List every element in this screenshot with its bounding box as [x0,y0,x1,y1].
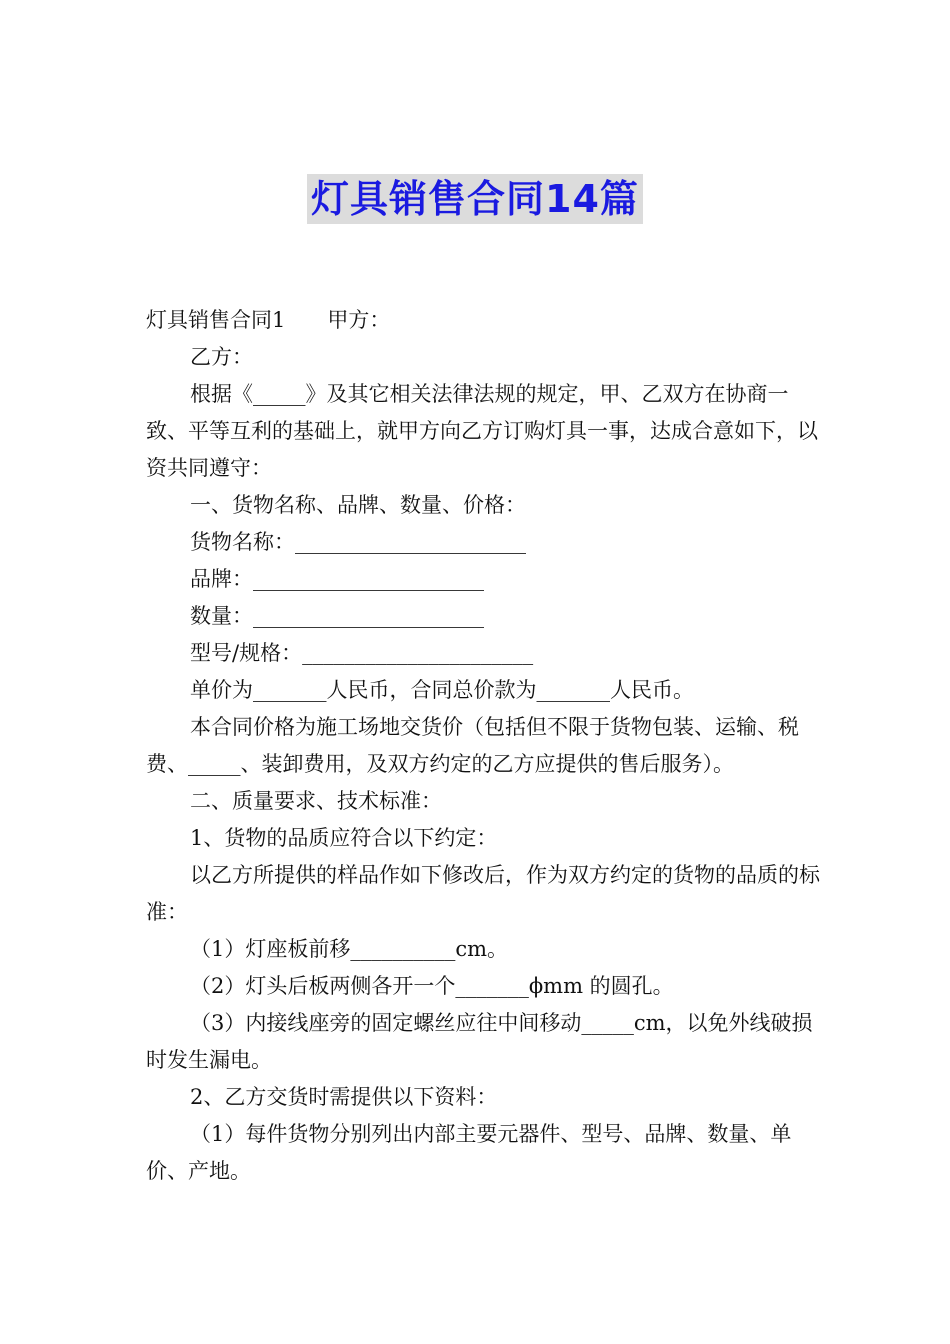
item-quality-1: 1、货物的品质应符合以下约定： [190,826,498,850]
paragraph-preamble: 根据《_____》及其它相关法律法规的规定，甲、乙双方在协商一致、平等互利的基础上，就甲方向乙方订购灯具一事，达成合意如下，以资共同遵守： [146,382,818,480]
item-modification-3: （3）内接线座旁的固定螺丝应往中间移动_____cm，以免外线破损时发生漏电。 [146,1011,813,1072]
item-modification-2: （2）灯头后板两侧各开一个_______ϕmm 的圆孔。 [190,974,674,998]
item-quality-2: 2、乙方交货时需提供以下资料： [190,1085,498,1109]
document-body [146,302,826,1190]
paragraph-party-b: 乙方： [190,345,253,369]
heading-goods: 一、货物名称、品牌、数量、价格： [190,493,526,517]
section-heading-line [146,302,826,339]
item-documents-1: （1）每件货物分别列出内部主要元器件、型号、品牌、数量、单价、产地。 [146,1122,792,1183]
heading-quality: 二、质量要求、技术标准： [190,789,442,813]
document-title: 灯具销售合同14篇 [307,174,643,224]
field-goods-name: 货物名称：______________________ [190,530,526,554]
paragraph-price-terms: 本合同价格为施工场地交货价（包括但不限于货物包装、运输、税费、_____、装卸费用，及双方约定的乙方应提供的售后服务）。 [146,715,799,776]
field-brand: 品牌：______________________ [190,567,484,591]
item-modification-1: （1）灯座板前移__________cm。 [190,937,509,961]
title-container [0,174,950,224]
field-model-spec: 型号/规格：______________________ [190,641,534,665]
field-price: 单价为_______人民币，合同总价款为_______人民币。 [190,678,694,702]
section-heading: 灯具销售合同1 [146,308,286,332]
paragraph-sample-standard: 以乙方所提供的样品作如下修改后，作为双方约定的货物的品质的标准： [146,863,820,924]
field-quantity: 数量：______________________ [190,604,484,628]
party-a-label: 甲方： [327,308,391,332]
